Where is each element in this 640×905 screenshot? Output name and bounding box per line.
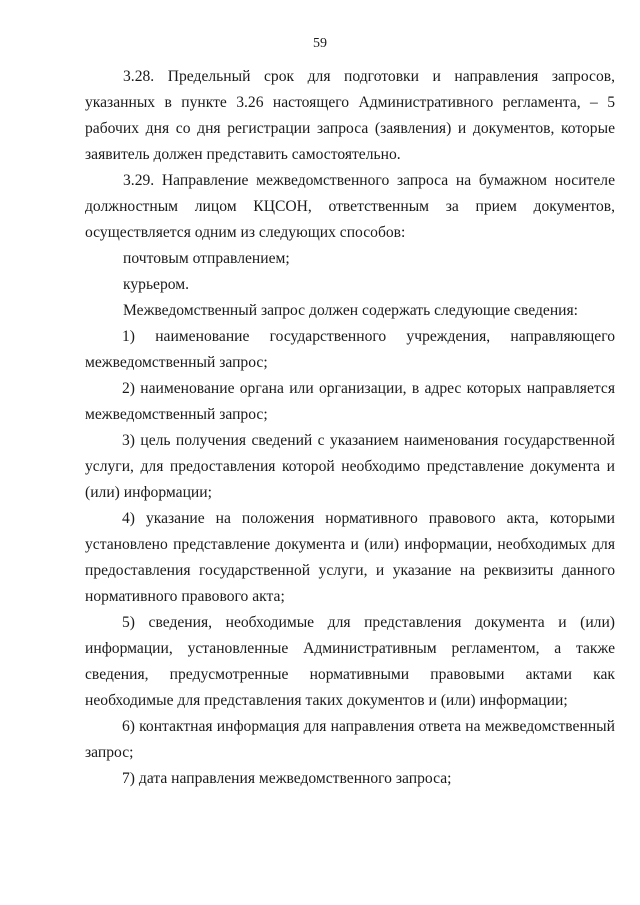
list-item-1: 1) наименование государственного учреждения, направляющего межведомственный запрос; — [85, 328, 615, 371]
paragraph-3-29: 3.29. Направление межведомственного запроса на бумажном носителе должностным лицом КЦСОН, ответственным за прием документов, осуществляется одним из следующих способов: — [85, 172, 615, 241]
list-item-5: 5) сведения, необходимые для представления документа и (или) информации, установленные Административным регламентом, а также сведения, предусмотренные нормативными правовыми актами как необходимые для представления таких документов и (или) информации; — [85, 614, 615, 709]
request-contents-intro: Межведомственный запрос должен содержать следующие сведения: — [123, 302, 579, 319]
method-courier: курьером. — [123, 276, 190, 293]
method-postal: почтовым отправлением; — [123, 250, 290, 267]
list-item-2: 2) наименование органа или организации, в адрес которых направляется межведомственный запрос; — [85, 380, 615, 423]
page-number: 59 — [313, 36, 327, 51]
document-body — [85, 64, 615, 792]
list-item-7: 7) дата направления межведомственного запроса; — [122, 770, 452, 787]
paragraph-3-28: 3.28. Предельный срок для подготовки и направления запросов, указанных в пункте 3.26 настоящего Административного регламента, – 5 рабочих дня со дня регистрации запроса (заявления) и документов, которые заявитель должен представить самостоятельно. — [85, 68, 615, 163]
list-item-3: 3) цель получения сведений с указанием наименования государственной услуги, для предоставления которой необходимо представление документа и (или) информации; — [85, 432, 615, 501]
list-item-6: 6) контактная информация для направления ответа на межведомственный запрос; — [85, 718, 615, 761]
list-item-4: 4) указание на положения нормативного правового акта, которыми установлено представление документа и (или) информации, необходимых для предоставления государственной услуги, и указание на реквизиты данного нормативного правового акта; — [85, 510, 615, 605]
